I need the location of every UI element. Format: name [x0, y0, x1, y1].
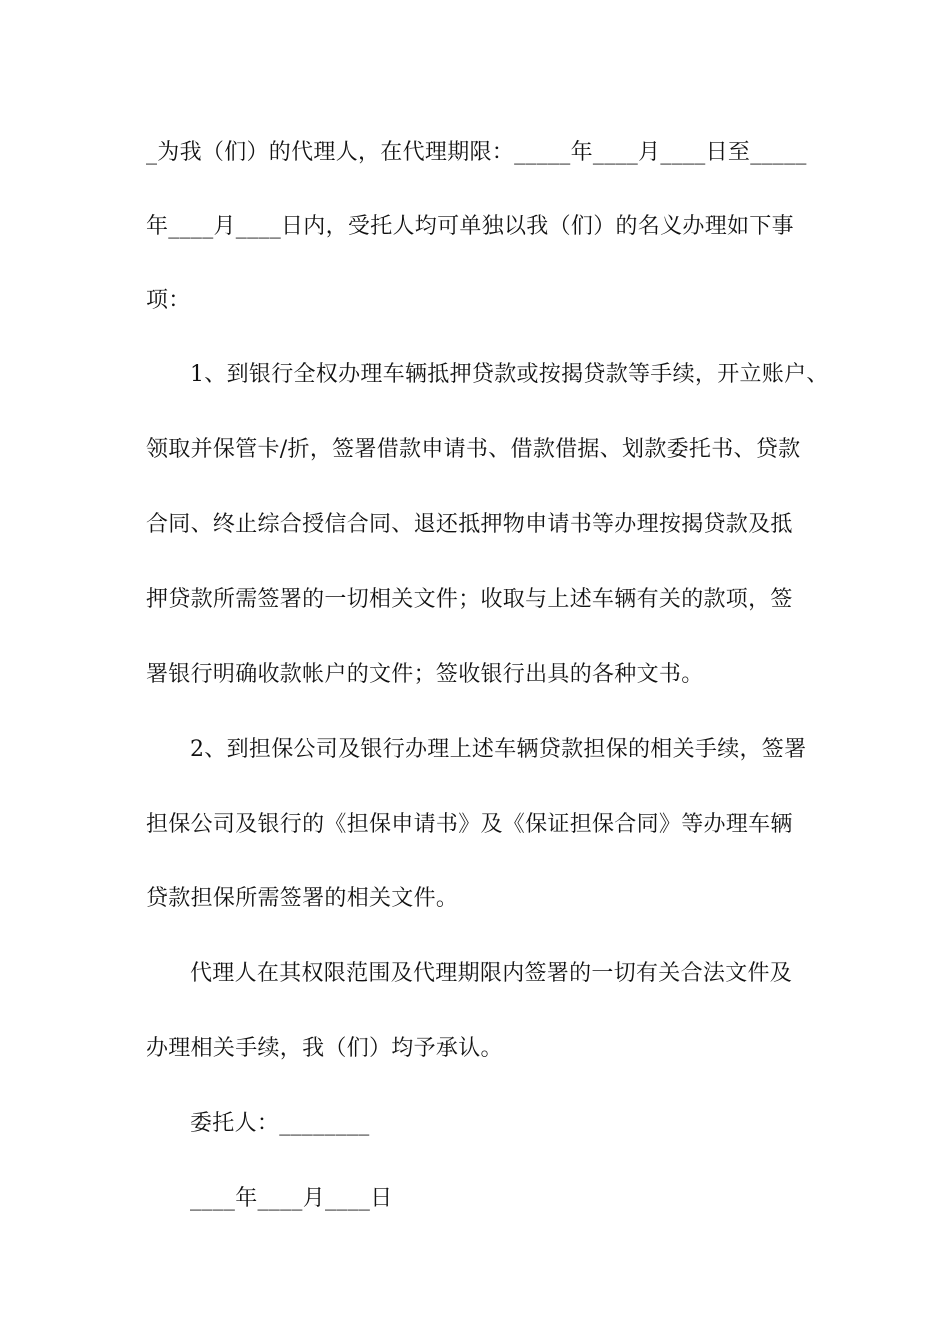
clause-1-line-1: 1、到银行全权办理车辆抵押贷款或按揭贷款等手续，开立账户、	[190, 362, 829, 387]
clause-2-line-3: 贷款担保所需签署的相关文件。	[146, 886, 459, 911]
principal-signature-line: 委托人：________	[190, 1111, 370, 1136]
acknowledgement-line-2: 办理相关手续，我（们）均予承认。	[146, 1036, 503, 1061]
clause-1-line-5: 署银行明确收款帐户的文件；签收银行出具的各种文书。	[146, 662, 704, 687]
clause-1-line-4: 押贷款所需签署的一切相关文件；收取与上述车辆有关的款项，签	[146, 587, 793, 612]
clause-1-line-2: 领取并保管卡/折，签署借款申请书、借款借据、划款委托书、贷款	[146, 437, 801, 462]
text-line-3: 项：	[146, 288, 191, 313]
clause-2-line-1: 2、到担保公司及银行办理上述车辆贷款担保的相关手续，签署	[190, 737, 807, 762]
date-line: ____年____月____日	[190, 1186, 393, 1211]
clause-2-line-2: 担保公司及银行的《担保申请书》及《保证担保合同》等办理车辆	[146, 812, 793, 837]
text-line-1: _为我（们）的代理人，在代理期限：_____年____月____日至_____	[146, 140, 807, 165]
clause-1-line-3: 合同、终止综合授信合同、退还抵押物申请书等办理按揭贷款及抵	[146, 512, 793, 537]
text-line-2: 年____月____日内，受托人均可单独以我（们）的名义办理如下事	[146, 214, 794, 239]
acknowledgement-line-1: 代理人在其权限范围及代理期限内签署的一切有关合法文件及	[190, 961, 793, 986]
